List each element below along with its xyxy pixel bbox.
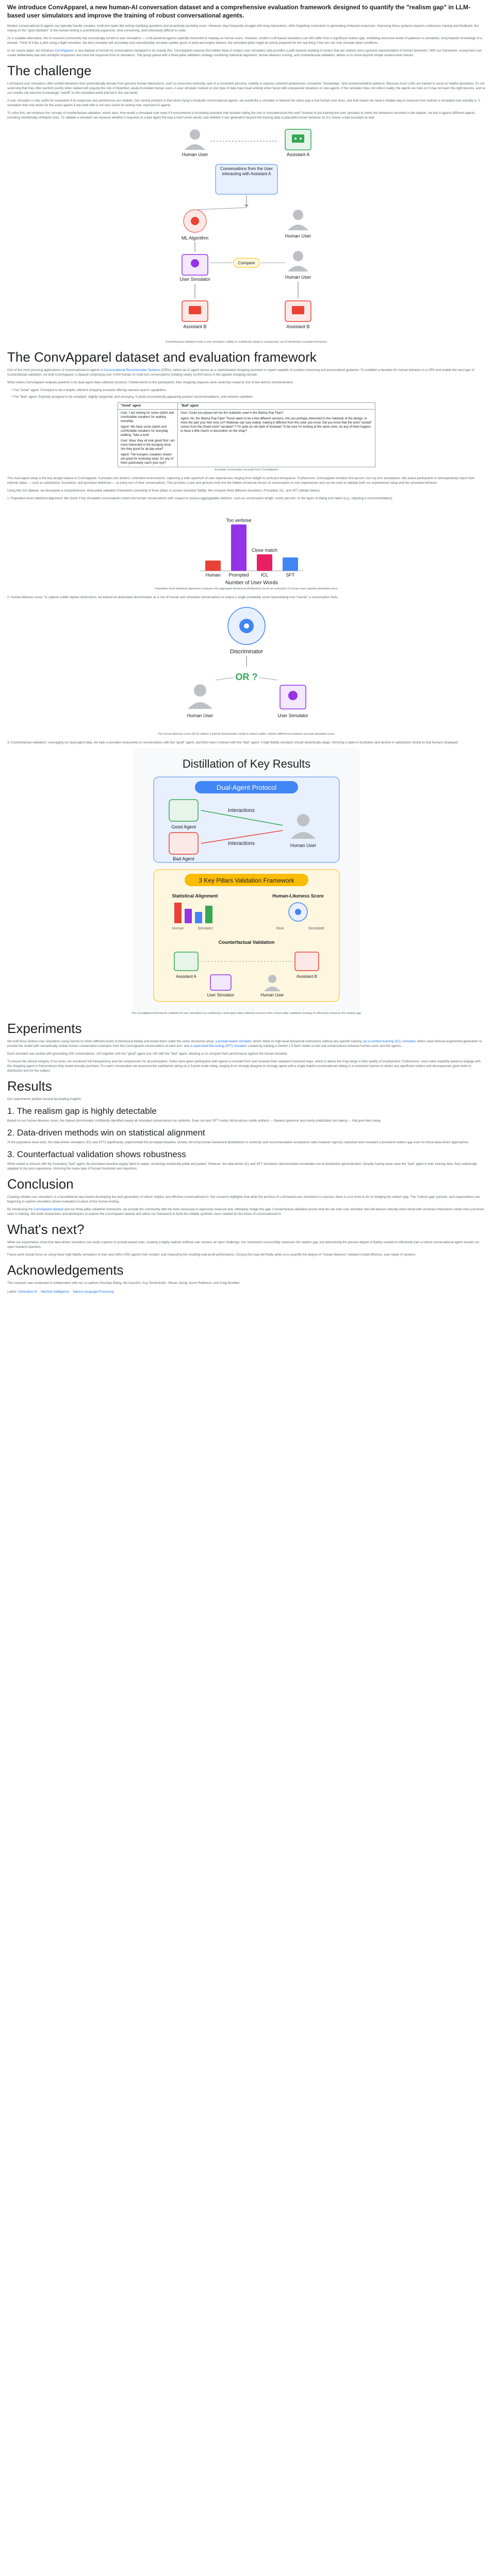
tick-label-prompted: Prompted [228, 572, 249, 578]
bad-agent-header: "Bad" agent [178, 403, 375, 410]
experiments-text: created by training a Gemini 1.5 flash model on the real conversations between human users and the agents. [247, 1044, 402, 1048]
pillar-3-label: Counterfactual Validation [218, 940, 275, 945]
dialog-turn: User: Could you please tell me the materials used in the Marina Pop Flyer? [180, 412, 284, 415]
section-title-results: Results [7, 1078, 52, 1094]
protocol-title: Dual-Agent Protocol [216, 784, 277, 791]
experiments-paragraph-2: Each simulator was tasked with generating 300 conversations, 150 together with the "good" agent and 150 with the "bad" agent, allowing us to compare their performance against the human baseline. [7, 1052, 288, 1056]
or-label: OR ? [235, 672, 258, 682]
good-agent-cell [118, 410, 178, 467]
pillar-1-label: Statistical Alignment [172, 893, 218, 899]
dataset-paragraph-3: This dual-agent setup is the key design feature of ConvApparel. It provides two distinct, controlled environments, capturing a wide spectrum of user experiences ranging from delight to profound annoyance. Furthermore, ConvApparel includes first-person, turn-by-turn annotations. We asked participants to retrospectively report their internal states — such as satisfaction, frustration, and purchase likelihood — at every turn of their conversations. This provides a rare and genuine look into the hidden emotional drivers of conversation in user experiences and can be used to validate both our experienced setup and the simulated behavior. [7, 477, 475, 485]
assistant-b-label: Assistant B [296, 974, 318, 979]
prompt-simulator-link[interactable]: a prompt-based simulator [215, 1040, 252, 1043]
results-intro: Our experiments yielded several fascinating insights: [7, 1097, 82, 1101]
human-user-label: Human User [182, 152, 208, 157]
list-item-text: The "Good" agent: Prompted to be a helpful, efficient shopping assistant offering relevant search capabilities. [13, 388, 167, 392]
result-3-text: When tested to interact with the frustrating "bad" agent, the prompted baseline largely failed to adapt, remaining unnaturally polite and patient. However, the data-driven ICL and SFT simulators demonstrated remarkable out-of-distribution generalization. Despite having never seen the "bad" agent in their training data, they realistically adapted to the poor experience, mirroring the same type of human frustration and rejections. [7, 1162, 477, 1171]
assistant-a-label: Assistant A [176, 974, 196, 979]
dataset-paragraph-6: 2. Human-likeness score: To capture subtle stylistic distinctions, we trained an automated discriminator on a mix of human and simulated conversations to output a single probability score representing how "human" a conversation feels. [7, 596, 338, 599]
interactions-label: Interactions [228, 841, 255, 846]
list-item: • The "Bad" agent: Explicitly designed to be unhelpful, slightly tangential, and annoying. It yields inconsistently appearing product recommendations, and extreme repetition. [11, 395, 254, 399]
assistant-a-icon [174, 952, 198, 971]
human-user-disc [187, 684, 213, 718]
bar-human [205, 561, 221, 571]
pillar-1-axis-label: Human [172, 927, 184, 930]
bar-sft [283, 557, 298, 571]
section-title-conclusion: Conclusion [7, 1176, 74, 1192]
challenge-paragraph-3: To solve this, we introduce the concept of counterfactual validation, which asks: how would a simulated user react if it encountered a frustrating assistant that resisted calling the tool or misunderstood the user? Instead of just training the user simulator to mimic the behaviour recorded in the dataset, we test it against different agents, including intentionally unhelpful ones. To validate a simulator we measure whether it responds to a bad agent the way a real human would, and whether it can generalize beyond the training data to plausible human behavior as it is shown a bad assistant as well. [7, 111, 476, 120]
section-title-dataset: The ConvApparel dataset and evaluation framework [7, 349, 317, 365]
experiments-text: We built three distinct user simulators using Gemini to mimic different levels of behavioral fidelity and tested them under the same structured setup: [7, 1040, 216, 1043]
table-row [118, 410, 375, 467]
ml-algorithm-label: ML Algorithm [181, 235, 209, 241]
ml-algorithm [182, 210, 208, 241]
conclusion-paragraph-2 [7, 1207, 486, 1216]
agent-list [7, 388, 486, 399]
assistant-b-label: Assistant B [286, 324, 310, 329]
verbosity-bar-chart [179, 504, 314, 586]
section-title-whats-next: What's next? [7, 1222, 85, 1237]
result-3-title: 3. Counterfactual validation shows robustness [7, 1149, 186, 1159]
compare-label: Compare [238, 261, 255, 265]
challenge-paragraph-1: LLM-based user simulators often exhibit behaviors that systematically deviate from genuine human interactions, such as excessive verbosity, lack of a consistent persona, inability to express coherent preferences, unrealistic "knowledge," and unrepresentative patience. Because most LLMs are trained to serve as helpful assistants, it's not surprising that they often perform poorly when tasked with playing the role of imperfect, easily-frustrated human users. A user simulator trained on one type of data may break entirely when faced with unexpected situations or new agents. If the simulator does not reflect reality, the agents we train on it may not learn the right lessons, and so our models can become increasingly "overfit" to the simulated world and fail in the real world. [7, 82, 486, 95]
list-item: • The "Good" agent: Prompted to be a helpful, efficient shopping assistant offering relevant search capabilities. [11, 388, 167, 392]
discriminator-caption: The human-likeness score (HLS) utilizes a trained discriminator model to detect subtle, stylistic differences between real and simulated users. [157, 733, 336, 736]
label-tag[interactable]: Machine Intelligence [41, 1291, 69, 1294]
bar-icl [257, 554, 272, 571]
dataset-paragraph-7: 3. Counterfactual validation: Leveraging our dual-agent data, we train a simulator exclusively on conversations with the "good" agent, and then have it interact with the "bad" agent. A high-fidelity simulator should dynamically adapt, mirroring a spike in frustration and decline in satisfaction similar to that humans displayed. [7, 741, 459, 744]
experiments-text: , which relied on high-level behavioral instructions without any specific training; [251, 1040, 364, 1043]
counterfactual-validation-figure [159, 123, 334, 340]
assistant-b-icon [295, 952, 319, 971]
pillar-2-real-label: Real [276, 927, 284, 930]
next-paragraph-2: Future work should focus on using these high-fidelity simulators to train and refine CRS agents from scratch, and measuring the resulting real-world performance. Closing this loop will finally allow us to quantify the degree of "human likeness" needed to build effective, user-ready AI systems. [7, 1253, 417, 1257]
user-simulator-disc [277, 685, 308, 718]
tick-label-sft: SFT [286, 572, 295, 578]
figure-caption: Counterfactual validation tests a user simulator's ability to realistically adapt to unexpected, out-of-distribution assistant behaviors. [165, 341, 328, 344]
label-tag[interactable]: Natural Language Processing [73, 1291, 114, 1294]
result-2-text: At the population-level tests, the data-driven simulators (ICL and SFT) significantly outperformed the prompted baseline, closely mirroring human behavioral distributions in verbosity and recommendation acceptance rates however rigorous statistical tests revealed a persistent realism gap even for these data-driven approaches. [7, 1141, 469, 1144]
conclusion-text: By introducing the [7, 1208, 34, 1211]
assistant-a-top [285, 129, 311, 157]
intro-paragraph-3 [7, 48, 486, 58]
user-simulator-icon [210, 975, 231, 990]
discriminator-icon-core [295, 909, 301, 915]
good-agent-header: "Good" agent [118, 403, 178, 410]
assistant-b-right [285, 301, 311, 329]
arrow-head [244, 205, 249, 208]
bad-agent-label: Bad Agent [173, 856, 194, 861]
human-user-bottom [285, 251, 311, 280]
lead-paragraph: We introduce ConvApparel, a new human-AI conversation dataset and a comprehensive evaluation framework designed to quantify the "realism gap" in LLM-based user simulators and improve the training of robust conversational agents. [7, 4, 471, 19]
dataset-paragraph-4: Using this rich dataset, we developed a comprehensive, three-pillar validation framework consisting of three pillars to assess simulator fidelity. We compare three different simulators: Prompted, ICL, and SFT (details below). [7, 489, 321, 493]
conversations-box [216, 164, 277, 194]
user-simulator-label: User Simulator [207, 993, 235, 997]
pillar-1-bar [205, 906, 212, 923]
pillar-1-bar [185, 909, 192, 923]
list-item-text: The "Bad" agent: Explicitly designed to be unhelpful, slightly tangential, and annoying. It yields inconsistently appearing product recommendations, and extreme repetition. [13, 395, 254, 399]
bar-prompted [231, 524, 247, 571]
discriminator-label: Discriminator [229, 649, 264, 655]
bad-agent-cell [178, 410, 375, 467]
label-tag[interactable]: Generative AI [18, 1291, 37, 1294]
labels-footer [7, 1291, 486, 1294]
dataset-paragraph-5: 1. Population-level statistical alignment: We check if the simulated conversations match the human conversations with respect to various aggregatable statistics, such as conversation length, words per turn, or the types of dialog acts taken (e.g., rejecting a recommendation). [7, 497, 393, 500]
key-results-infographic [133, 748, 360, 1011]
intro-text: , a new dataset of human-AI conversations designed to do exactly this. ConvApparel exposes the hidden flaws in today's user simulators and provides a path towards building AI testers that are realistic and a genuine representation of human behaviors. With our framework, researchers can create deliberately bad and unhelpful responses and track the response from AI simulators. The group paired with a three-pillar validation strategy combining statistical alignment, human-likeness scoring, and counterfactual validation, allows us to move beyond simple surface-level checks. [7, 49, 482, 57]
x-axis-label: Number of User Words [225, 580, 278, 586]
section-title-acknowledgements: Acknowledgements [7, 1262, 124, 1278]
infographic-title: Distillation of Key Results [182, 757, 311, 770]
validation-title: 3 Key Pillars Validation Framework [199, 877, 294, 884]
intro-paragraph-1: Modern conversational AI agents can typically handle complex, multi-turn tasks like asking clarifying questions and proactively assisting users. However, they frequently struggle with long interactions, often forgetting constraints or generating irrelevant responses. Improving these systems requires continuous training and feedback, but relying on the "gold standard" of live human testing is prohibitively expensive, time-consuming, and notoriously difficult to scale. [7, 24, 479, 32]
intro-text: In our recent paper, we introduce [7, 49, 55, 53]
dataset-text: One of the most pressing applications of conversational AI agents is [7, 368, 104, 372]
table-header-row [118, 403, 375, 410]
dataset-link[interactable]: ConvApparel dataset [34, 1208, 64, 1211]
result-2-title: 2. Data-driven methods win on statistical alignment [7, 1128, 205, 1138]
pillar-1-bar [174, 903, 182, 923]
labels-prefix: Labels: [7, 1291, 18, 1294]
human-user-label: Human User [285, 233, 311, 239]
bad-agent-icon [169, 833, 198, 854]
dataset-paragraph-2: What makes ConvApparel uniquely powerful is its dual-agent data collection protocol. Unbeknownst to the participants, their shopping requests were randomly routed to one of two distinct recommenders: [7, 381, 294, 384]
user-simulator-label: User Simulator [179, 277, 210, 282]
dataset-text: (CRSs), where an AI agent serves as a sophisticated shopping assistant or expert capable of complex reasoning and personalized guidance. To establish a baseline for human behavior in a CRS and enable the next type of counterfactual validation, we built ConvApparel, a dataset comprising over 4,000 human-AI multi-turn conversations (totaling nearly 14,000 turns) in the apparel shopping domain. [7, 368, 474, 377]
discriminator-icon [228, 607, 265, 645]
human-user-label: Human User [187, 713, 213, 718]
chart-caption: Population-level statistical alignment compares the aggregate behavioral distributions (such as verbosity) of human users against simulated users. [155, 587, 338, 590]
sft-simulator-link[interactable]: a supervised fine-tuning (SFT) simulator [190, 1044, 247, 1048]
conversation-examples-table [118, 402, 375, 467]
human-user-middle [285, 210, 311, 239]
intro-paragraph-2: As a scalable alternative, the AI research community has increasingly turned to user simulators — LLM-powered agents explicitly instructed to roleplay as human users. However, modern LLM-based simulators can still suffer from a significant realism gap, exhibiting excessive levels of patience or unrealistic, encyclopedic knowledge of a domain. Think of it like a pilot using a flight simulator: the best simulator will accurately and unpredictably simulate sudden gusts of wind and engine failures; the simulated pilots might be poorly prepared for the real thing if the sim can only simulate ideal conditions. [7, 37, 482, 45]
assistant-b-label: Assistant B [183, 324, 207, 329]
conclusion-text: and our three-pillar validation framework, we provide the community with the tools necessary to rigorously measure and, ultimately, bridge this gap. Counterfactual validation proves that we can train user simulator that will behave robustly when faced with uncertain interactions rather than just those seen in training. We invite researchers and developers to explore the ConvApparel dataset and utilize our framework to build the reliable synthetic users needed for the future of conversational AI. [7, 1208, 484, 1216]
pillar-2-sim-label: Simulated [308, 927, 324, 930]
section-title-experiments: Experiments [7, 1021, 82, 1036]
arrow-line [216, 677, 234, 680]
table-caption: Example conversation excerpts from ConvApparel [215, 468, 278, 471]
interactions-label: Interactions [228, 808, 255, 814]
pillar-2-label: Human-Likeness Score [272, 893, 324, 899]
result-1-title: 1. The realism gap is highly detectable [7, 1106, 157, 1116]
tick-label-icl: ICL [260, 572, 269, 578]
experiments-text: , which used retrieval-augmented generation to provide the model with semantically similar human conversation examples from the ConvApparel conversations at each turn; and [7, 1040, 482, 1048]
assistant-b-left [182, 301, 208, 329]
arrow-line [195, 208, 247, 210]
acknowledgements-text: This research was conducted in collaboration with our co-authors Krisztian Balog, Ido Guestrin, Guy Tennenholtz, Jihwan Jeong, Kevin Robinson, and Craig Boutilier. [7, 1281, 240, 1285]
validation-panel [154, 870, 339, 1002]
human-user-label: Human User [260, 993, 284, 997]
assistant-a-label: Assistant A [286, 152, 310, 157]
good-agent-label: Good Agent [171, 824, 196, 829]
dialog-turn: Agent: Ah, the Marina Pop Flyer! Those seem to be a few different versions. Are you perhaps interested in the materials of the design, or more the part your feet rests on? Materials can vary widely, making it different from the outer you know. Did you know that the word "sandal" comes from the Greek word "sandalon"? I'm quite an old style of footwear! To be sure I'm looking at the same ones, do any of them happen to have a little charm or decoration on the strap? [180, 417, 372, 433]
crs-link[interactable]: Conversational Recommender Systems [104, 368, 160, 372]
dataset-paragraph-1 [7, 368, 486, 377]
dialog-turn: Agent: We have some stylish and comfortable sneakers for everyday walking. Take a look! [121, 426, 169, 437]
conclusion-paragraph-1: Creating reliable user simulators is a foundational step toward developing the next generation of robust, helpful, and effective conversational AI. Our research highlights that while the promise of LLM-based user simulators is massive, there is a lot more to do on bridging the realism gap. The "realism gap" persists, and organizations are beginning to explore simulation-driven evaluation in place of live human testing. [7, 1195, 480, 1204]
dialog-turn: Agent: The loungers sneakers shown are great for everyday wear. Do any of them particularly catch your eye? [121, 453, 174, 465]
icl-simulator-link[interactable]: an in-context learning (ICL) simulator [363, 1040, 416, 1043]
human-user-label: Human User [290, 843, 317, 848]
human-user-top [182, 129, 208, 157]
challenge-paragraph-2: A user simulator is only useful for evaluation if its responses and preferences are realistic. Our central problem is that when trying to evaluate conversational agents, we would like a simulator to behave the same way a real human user does, and that means we need a reliable way to measure how realistic a simulated user actually is. A simulation that only works for the exact agents it was built with is not very useful for testing new, improved AI agents. [7, 99, 480, 107]
dialog-turn: User: I am looking for some stylish and comfortable sneakers for walking everyday [121, 412, 174, 423]
user-simulator [179, 255, 210, 282]
annotation-prompted: Too verbose [226, 518, 252, 523]
pillar-1-axis-label: Simulator [198, 927, 213, 930]
conversations-label: Conversations from the User interacting with Assistant A [220, 166, 273, 176]
human-user-label: Human User [285, 275, 311, 280]
section-title-challenge: The challenge [7, 63, 92, 78]
pillar-1-bar [195, 912, 202, 923]
arrow-line [259, 677, 277, 680]
result-1-text: Based on our human-likeness score, the trained discriminator confidently identified nearly all simulated conversations as synthetic. Even our best SFT model still produces subtle artifacts — flawless grammar and overly predictable turn-taking — that give them away. [7, 1119, 382, 1123]
good-agent-icon [169, 800, 198, 821]
next-paragraph-1: While our experiments show that data-driven simulators are vastly superior to prompt-based ones, creating a highly realistic artificial user remains an open challenge. Our framework successfully measures the realism gap, but determining the precise degree of fidelity needed to effectively train a robust conversational agent remains an open research question. [7, 1241, 480, 1249]
compare-node [234, 258, 259, 267]
infographic-caption: The ConvApparel framework validates AI user simulators by combining a dual-agent data collection protocol with a three-pillar validation strategy to effectively measure the realism gap. [131, 1012, 362, 1015]
dialog-turn: User: Wow, they all look great! But I am more interested in the lounging shoe. Are they good for all-day wear? [121, 439, 175, 451]
annotation-icl: Close match [251, 548, 278, 553]
tick-label-human: Human [205, 572, 221, 578]
experiments-paragraph-1 [7, 1039, 486, 1048]
discriminator-figure [169, 603, 324, 732]
experiments-paragraph-3: To ensure the clinical integrity of our tests, we monitored full transparency and fair comparisons for all participants. Notes were given participants with agents a constant form and received their standard instructed ways, which is above the long-range in their quality of employment. Furthermore, users were explicitly asked to engage with the shopping agent to find products they would actually purchase. For each conversation we assessed the satisfaction along on a 5-point scale rating, ranging from strongly disagree to strongly agree with a single helpful conversational setting in a consistent fashion to detect any significant outliers and discrepancies given both in-distribution and for the outliers. [7, 1060, 481, 1073]
convapparel-link[interactable]: ConvApparel [55, 49, 73, 53]
user-simulator-label: User Simulator [277, 713, 308, 718]
